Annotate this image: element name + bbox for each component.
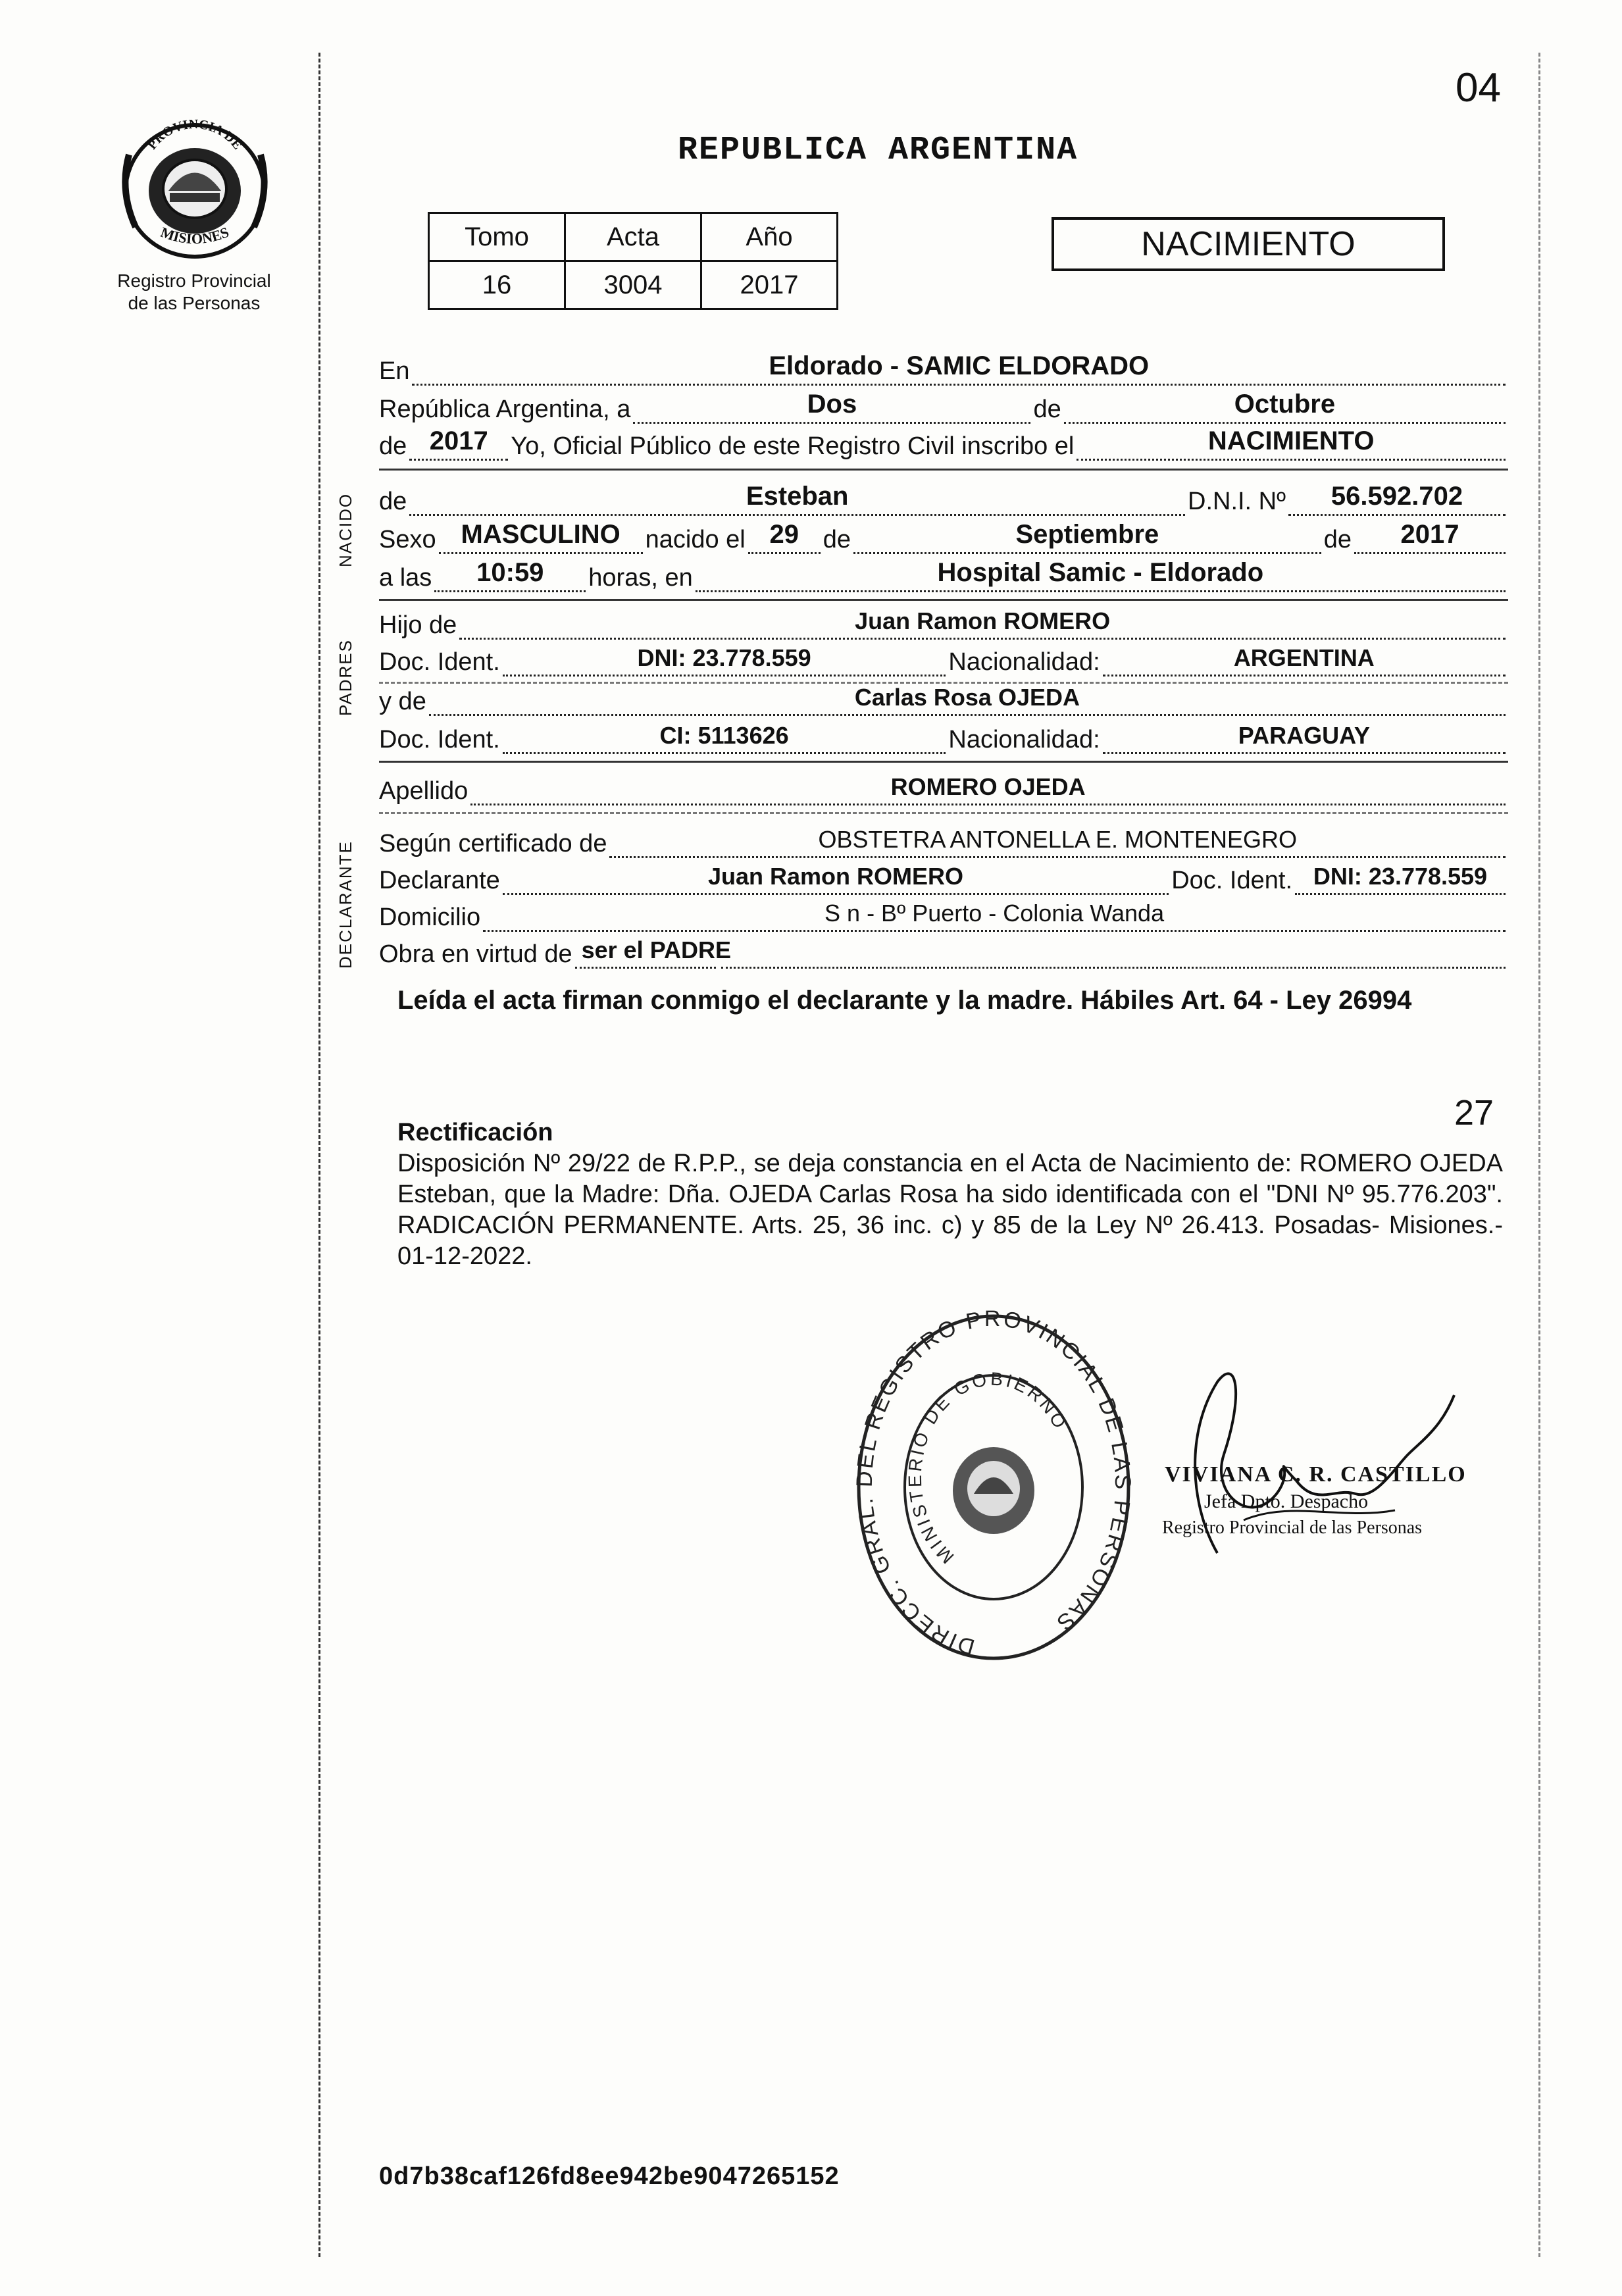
value-declarante: Juan Ramon ROMERO <box>707 863 964 890</box>
page-number: 04 <box>1456 65 1501 111</box>
value-dni: 56.592.702 <box>1331 482 1463 511</box>
field-padre-nac <box>1103 644 1506 676</box>
registry-name <box>86 270 303 315</box>
field-sexo <box>439 520 643 554</box>
row-madre <box>379 680 1508 716</box>
row-hora <box>379 557 1508 592</box>
separator-5 <box>379 812 1508 814</box>
value-mes: Octubre <box>1234 390 1336 419</box>
rectification-number: 27 <box>1454 1093 1494 1133</box>
row-obra <box>379 933 1508 969</box>
official-stamp <box>849 1310 1138 1665</box>
section-label-padres: PADRES <box>336 639 355 716</box>
label-en: En <box>379 357 410 385</box>
table-header-anio: Año <box>701 213 838 261</box>
label-madre-doc: Doc. Ident. <box>379 726 500 753</box>
value-nombre: Esteban <box>746 482 849 511</box>
label-de-anio: de <box>379 432 407 460</box>
label-nacido: nacido el <box>645 526 746 553</box>
value-padre: Juan Ramon ROMERO <box>855 607 1111 634</box>
value-nac-dia: 29 <box>769 520 799 549</box>
label-declarante: Declarante <box>379 867 500 894</box>
stamp-outer-text: DIRECC. GRAL. DEL REGISTRO PROVINCIAL DE LAS PERSONAS <box>851 1310 1136 1660</box>
row-certificado <box>379 823 1508 858</box>
value-obra: ser el PADRE <box>581 936 732 963</box>
document-hash: 0d7b38caf126fd8ee942be9047265152 <box>379 2162 840 2190</box>
row-apellido <box>379 770 1508 805</box>
value-madre-doc: CI: 5113626 <box>659 722 789 749</box>
label-y-de: y de <box>379 688 426 715</box>
field-lugar <box>412 351 1506 386</box>
field-dia <box>633 390 1030 424</box>
signer-role: Jefa Dpto. Despacho <box>1204 1491 1369 1512</box>
table-header-acta: Acta <box>565 213 701 261</box>
row-nombre <box>379 480 1508 516</box>
signer-name: VIVIANA C. R. CASTILLO <box>1165 1462 1467 1487</box>
logo-top-text: PROVINCIA DE <box>145 116 245 153</box>
left-margin-line <box>318 53 320 2257</box>
label-hijo-de: Hijo de <box>379 611 457 639</box>
section-label-nacido: NACIDO <box>336 492 355 567</box>
field-madre-nac <box>1103 722 1506 754</box>
record-table <box>428 212 838 310</box>
field-nac-mes <box>853 520 1321 554</box>
row-padre-doc <box>379 641 1508 676</box>
row-republica <box>379 388 1508 424</box>
table-value-anio: 2017 <box>701 261 838 309</box>
field-anio <box>409 426 508 461</box>
label-apellido: Apellido <box>379 777 469 805</box>
field-madre <box>429 684 1506 716</box>
row-en <box>379 350 1508 386</box>
row-domicilio <box>379 896 1508 932</box>
right-margin-line <box>1538 53 1540 2257</box>
value-padre-nac: ARGENTINA <box>1233 644 1375 671</box>
field-nac-anio <box>1354 520 1506 554</box>
field-nac-dia <box>748 520 821 554</box>
separator-1 <box>379 469 1508 471</box>
field-hora <box>434 558 586 592</box>
label-republica: República Argentina, a <box>379 395 631 423</box>
label-dni: D.N.I. Nº <box>1188 488 1286 515</box>
field-inscripcion <box>1077 426 1506 461</box>
field-madre-doc <box>503 722 946 754</box>
value-sexo: MASCULINO <box>461 520 621 549</box>
label-madre-nac: Nacionalidad: <box>948 726 1100 753</box>
closing-statement: Leída el acta firman conmigo el declarante y la madre. Hábiles Art. 64 - Ley 26994 <box>397 986 1412 1015</box>
value-nac-mes: Septiembre <box>1015 520 1159 549</box>
table-value-acta: 3004 <box>565 261 701 309</box>
value-dia: Dos <box>807 390 857 419</box>
field-declarante-doc <box>1295 863 1506 895</box>
value-nac-anio: 2017 <box>1400 520 1459 549</box>
field-padre <box>459 607 1506 640</box>
rectification-text: Disposición Nº 29/22 de R.P.P., se deja constancia en el Acta de Nacimiento de: ROMERO OJEDA Esteban, que la Madre: Dña. OJEDA Carlas Rosa ha sido identificada con el "DNI Nº 95.776.203". RADICACIÓN PERMANENTE. Arts. 25, 36 inc. c) y 85 de la Ley Nº 26.413. Posadas- Misiones.- 01-12-2022. <box>397 1150 1503 1270</box>
value-padre-doc: DNI: 23.778.559 <box>637 644 811 671</box>
row-declarante <box>379 859 1508 895</box>
label-de-mes: de <box>1033 395 1061 423</box>
separator-4 <box>379 761 1508 763</box>
label-padre-nac: Nacionalidad: <box>948 648 1100 676</box>
value-lugar: Eldorado - SAMIC ELDORADO <box>769 351 1150 380</box>
province-seal-logo <box>116 115 274 267</box>
value-certificado: OBSTETRA ANTONELLA E. MONTENEGRO <box>818 826 1297 853</box>
field-apellido <box>470 773 1506 805</box>
registry-line-2: de las Personas <box>128 293 261 313</box>
label-oficial: Yo, Oficial Público de este Registro Civil inscribo el <box>511 432 1075 460</box>
registry-line-1: Registro Provincial <box>117 270 271 291</box>
label-de-nac-anio: de <box>1323 526 1352 553</box>
value-declarante-doc: DNI: 23.778.559 <box>1313 863 1488 890</box>
label-certificado: Según certificado de <box>379 830 607 857</box>
label-obra: Obra en virtud de <box>379 940 572 968</box>
value-anio: 2017 <box>429 426 488 455</box>
field-certificado <box>609 826 1506 858</box>
record-type-box: NACIMIENTO <box>1052 217 1445 271</box>
label-declarante-doc: Doc. Ident. <box>1171 867 1292 894</box>
field-padre-doc <box>503 644 946 676</box>
logo-bottom-text: MISIONES <box>158 223 232 247</box>
table-value-tomo: 16 <box>429 261 565 309</box>
field-obra-continued <box>721 942 1506 969</box>
table-header-tomo: Tomo <box>429 213 565 261</box>
value-madre: Carlas Rosa OJEDA <box>854 684 1080 711</box>
signer-office: Registro Provincial de las Personas <box>1162 1518 1423 1538</box>
svg-text:PROVINCIA DE <box>145 117 245 153</box>
field-domicilio <box>483 900 1506 932</box>
label-de-nombre: de <box>379 488 407 515</box>
separator-2 <box>379 599 1508 601</box>
field-dni <box>1288 482 1506 516</box>
value-inscripcion: NACIMIENTO <box>1207 426 1375 455</box>
label-de-nac-mes: de <box>823 526 851 553</box>
label-sexo: Sexo <box>379 526 436 553</box>
value-lugar-nac: Hospital Samic - Eldorado <box>937 558 1264 587</box>
field-obra <box>575 936 732 969</box>
label-domicilio: Domicilio <box>379 904 481 931</box>
value-hora: 10:59 <box>476 558 544 587</box>
section-label-declarante: DECLARANTE <box>336 840 355 969</box>
value-apellido: ROMERO OJEDA <box>890 773 1086 800</box>
row-inscripcion <box>379 425 1508 461</box>
field-nombre <box>409 482 1185 516</box>
stamp-inner-text: MINISTERIO DE GOBIERNO <box>904 1368 1072 1568</box>
field-lugar-nac <box>696 558 1506 592</box>
value-domicilio: S n - Bº Puerto - Colonia Wanda <box>824 900 1165 927</box>
value-madre-nac: PARAGUAY <box>1238 722 1370 749</box>
rectification-title: Rectificación <box>397 1119 553 1146</box>
field-declarante <box>503 863 1169 895</box>
country-title: REPUBLICA ARGENTINA <box>678 132 1078 169</box>
row-madre-doc <box>379 719 1508 754</box>
label-padre-doc: Doc. Ident. <box>379 648 500 676</box>
row-sexo <box>379 519 1508 554</box>
label-horas-en: horas, en <box>588 564 693 592</box>
field-mes <box>1064 390 1506 424</box>
row-padre <box>379 604 1508 640</box>
label-a-las: a las <box>379 564 432 592</box>
